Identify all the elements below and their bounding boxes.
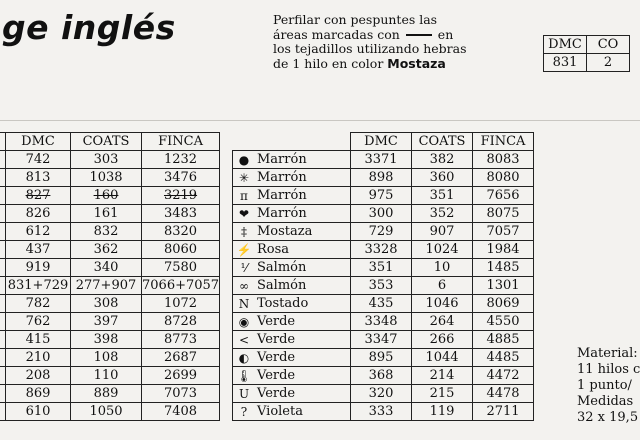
table-row bbox=[0, 385, 220, 403]
table-cell-finca: 7408 bbox=[142, 403, 220, 421]
table-row bbox=[233, 403, 534, 421]
table-row bbox=[233, 385, 534, 403]
instructions-line-1: Perfilar con pespuntes las bbox=[273, 12, 438, 27]
color-symbol-icon: ❤ bbox=[233, 205, 256, 223]
table-cell-coats: 214 bbox=[412, 367, 473, 385]
table-row bbox=[0, 259, 220, 277]
table-header-dmc: DMC bbox=[6, 133, 71, 151]
table-cell-color-name: Violeta bbox=[255, 403, 351, 421]
table-cell-finca: 8069 bbox=[473, 295, 534, 313]
color-symbol-icon: ✳ bbox=[233, 169, 256, 187]
table-row bbox=[0, 223, 220, 241]
table-cell-dmc: 975 bbox=[351, 187, 412, 205]
table-cell-color-name: Marrón bbox=[255, 169, 351, 187]
table-cell-coats: 6 bbox=[412, 277, 473, 295]
table-cell-coats: 351 bbox=[412, 187, 473, 205]
table-cell-dmc: 3328 bbox=[351, 241, 412, 259]
color-symbol-icon: ‡ bbox=[233, 223, 256, 241]
table-cell-finca: 4472 bbox=[473, 367, 534, 385]
table-header-row bbox=[233, 133, 534, 151]
table-cell-coats: 352 bbox=[412, 205, 473, 223]
table-header-dmc: DMC bbox=[544, 36, 587, 54]
color-symbol-icon: ⚡ bbox=[233, 241, 256, 259]
table-row bbox=[544, 54, 630, 72]
table-cell-coats: 907 bbox=[412, 223, 473, 241]
table-cell-dmc: 729 bbox=[351, 223, 412, 241]
table-cell-dmc: 300 bbox=[351, 205, 412, 223]
table-row bbox=[233, 313, 534, 331]
stitching-instructions bbox=[273, 13, 518, 71]
backstitch-line-icon bbox=[406, 34, 432, 36]
table-header-row bbox=[0, 133, 220, 151]
table-row bbox=[233, 349, 534, 367]
table-cell-finca: 4478 bbox=[473, 385, 534, 403]
material-label: Material: bbox=[577, 346, 638, 361]
table-cell-dmc: 831 bbox=[544, 54, 587, 72]
table-cell-dmc: 782 bbox=[6, 295, 71, 313]
thread-table-left bbox=[0, 132, 220, 421]
table-cell-coats: 1024 bbox=[412, 241, 473, 259]
table-cell-dmc: 895 bbox=[351, 349, 412, 367]
table-cell-finca: 8083 bbox=[473, 151, 534, 169]
table-cell-coats: 1038 bbox=[71, 169, 142, 187]
table-cell-finca: 1485 bbox=[473, 259, 534, 277]
color-symbol-icon: ⅟ bbox=[233, 259, 256, 277]
color-symbol-icon: ● bbox=[233, 151, 256, 169]
table-cell-coats: 308 bbox=[71, 295, 142, 313]
paper-fold-line bbox=[0, 120, 640, 121]
table-cell-color-name: Marrón bbox=[255, 205, 351, 223]
backstitch-thread-table bbox=[543, 35, 630, 72]
table-cell-dmc: 610 bbox=[6, 403, 71, 421]
table-cell-finca: 1072 bbox=[142, 295, 220, 313]
table-row bbox=[0, 367, 220, 385]
material-fabric: 11 hilos c bbox=[577, 362, 640, 377]
table-row bbox=[0, 331, 220, 349]
table-row bbox=[0, 187, 220, 205]
table-cell-dmc: 415 bbox=[6, 331, 71, 349]
table-row bbox=[233, 295, 534, 313]
table-header-blank bbox=[233, 133, 256, 151]
table-cell-dmc: 353 bbox=[351, 277, 412, 295]
table-row bbox=[233, 367, 534, 385]
table-cell-dmc: 827 bbox=[6, 187, 71, 205]
color-symbol-icon: 🌡 bbox=[233, 367, 256, 385]
table-cell-dmc: 333 bbox=[351, 403, 412, 421]
instructions-line-3: los tejadillos utilizando hebras bbox=[273, 41, 467, 56]
table-cell-coats: 889 bbox=[71, 385, 142, 403]
table-cell-color-name: Tostado bbox=[255, 295, 351, 313]
table-cell-coats: 382 bbox=[412, 151, 473, 169]
table-cell-coats: 360 bbox=[412, 169, 473, 187]
table-cell-color-name: Verde bbox=[255, 313, 351, 331]
table-row bbox=[233, 277, 534, 295]
table-cell-color-name: Salmón bbox=[255, 277, 351, 295]
table-header-coats: COATS bbox=[412, 133, 473, 151]
table-cell-coats: 161 bbox=[71, 205, 142, 223]
table-row bbox=[0, 205, 220, 223]
table-header-blank bbox=[255, 133, 351, 151]
table-row bbox=[233, 169, 534, 187]
material-info bbox=[577, 346, 640, 426]
table-row bbox=[0, 349, 220, 367]
table-cell-dmc: 3347 bbox=[351, 331, 412, 349]
table-row bbox=[0, 151, 220, 169]
table-cell-dmc: 742 bbox=[6, 151, 71, 169]
table-row bbox=[233, 205, 534, 223]
table-cell-color-name: Verde bbox=[255, 349, 351, 367]
table-cell-coats: 1044 bbox=[412, 349, 473, 367]
table-cell-coats: 108 bbox=[71, 349, 142, 367]
thread-table-right bbox=[232, 132, 534, 421]
table-cell-coats: 1050 bbox=[71, 403, 142, 421]
table-cell-color-name: Rosa bbox=[255, 241, 351, 259]
table-cell-coats: 2 bbox=[587, 54, 630, 72]
table-cell-dmc: 762 bbox=[6, 313, 71, 331]
table-cell-finca: 8080 bbox=[473, 169, 534, 187]
table-cell-finca: 3483 bbox=[142, 205, 220, 223]
table-cell-coats: 362 bbox=[71, 241, 142, 259]
color-symbol-icon: ◉ bbox=[233, 313, 256, 331]
table-cell-color-name: Marrón bbox=[255, 187, 351, 205]
table-header-finca: FINCA bbox=[473, 133, 534, 151]
table-cell-coats: 277+907 bbox=[71, 277, 142, 295]
table-header-finca: FINCA bbox=[142, 133, 220, 151]
color-symbol-icon: ◐ bbox=[233, 349, 256, 367]
table-header-dmc: DMC bbox=[351, 133, 412, 151]
table-cell-dmc: 210 bbox=[6, 349, 71, 367]
table-cell-finca: 1984 bbox=[473, 241, 534, 259]
table-cell-coats: 266 bbox=[412, 331, 473, 349]
table-row bbox=[0, 241, 220, 259]
table-cell-dmc: 612 bbox=[6, 223, 71, 241]
table-row bbox=[233, 331, 534, 349]
table-cell-finca: 3219 bbox=[142, 187, 220, 205]
table-row bbox=[233, 151, 534, 169]
table-cell-coats: 215 bbox=[412, 385, 473, 403]
table-cell-coats: 398 bbox=[71, 331, 142, 349]
instructions-line-2a: áreas marcadas con bbox=[273, 26, 400, 42]
table-cell-dmc: 435 bbox=[351, 295, 412, 313]
table-cell-finca: 8320 bbox=[142, 223, 220, 241]
table-cell-dmc: 831+729 bbox=[6, 277, 71, 295]
table-row bbox=[233, 187, 534, 205]
table-row bbox=[0, 403, 220, 421]
color-symbol-icon: π bbox=[233, 187, 256, 205]
table-cell-finca: 2687 bbox=[142, 349, 220, 367]
table-cell-coats: 160 bbox=[71, 187, 142, 205]
table-cell-finca: 4485 bbox=[473, 349, 534, 367]
table-cell-finca: 4550 bbox=[473, 313, 534, 331]
table-cell-dmc: 813 bbox=[6, 169, 71, 187]
color-symbol-icon: ∞ bbox=[233, 277, 256, 295]
table-cell-finca: 8728 bbox=[142, 313, 220, 331]
table-cell-dmc: 3371 bbox=[351, 151, 412, 169]
table-row bbox=[233, 223, 534, 241]
color-symbol-icon: N bbox=[233, 295, 256, 313]
table-cell-dmc: 208 bbox=[6, 367, 71, 385]
material-stitch: 1 punto/ bbox=[577, 378, 632, 393]
table-row bbox=[0, 313, 220, 331]
table-cell-finca: 7580 bbox=[142, 259, 220, 277]
table-cell-dmc: 320 bbox=[351, 385, 412, 403]
table-cell-color-name: Verde bbox=[255, 385, 351, 403]
table-cell-dmc: 898 bbox=[351, 169, 412, 187]
table-header-coats: CO bbox=[587, 36, 630, 54]
table-cell-finca: 7073 bbox=[142, 385, 220, 403]
table-cell-finca: 1232 bbox=[142, 151, 220, 169]
table-cell-coats: 264 bbox=[412, 313, 473, 331]
instructions-line-2b: en bbox=[437, 26, 454, 42]
table-cell-finca: 7066+7057 bbox=[142, 278, 220, 293]
table-cell-coats: 1046 bbox=[412, 295, 473, 313]
table-row bbox=[233, 259, 534, 277]
table-cell-dmc: 351 bbox=[351, 259, 412, 277]
table-cell-finca: 7656 bbox=[473, 187, 534, 205]
table-header-coats: COATS bbox=[71, 133, 142, 151]
table-cell-finca: 1301 bbox=[473, 277, 534, 295]
table-cell-dmc: 3348 bbox=[351, 313, 412, 331]
table-cell-finca: 8773 bbox=[142, 331, 220, 349]
table-cell-finca: 4885 bbox=[473, 331, 534, 349]
table-row bbox=[0, 295, 220, 313]
table-cell-color-name: Salmón bbox=[255, 259, 351, 277]
table-cell-coats: 340 bbox=[71, 259, 142, 277]
table-cell-color-name: Verde bbox=[255, 331, 351, 349]
table-cell-finca: 8060 bbox=[142, 241, 220, 259]
color-symbol-icon: U bbox=[233, 385, 256, 403]
instructions-color-name: Mostaza bbox=[387, 55, 446, 71]
table-cell-coats: 10 bbox=[412, 259, 473, 277]
table-cell-dmc: 826 bbox=[6, 205, 71, 223]
table-cell-coats: 832 bbox=[71, 223, 142, 241]
table-cell-finca: 8075 bbox=[473, 205, 534, 223]
table-row bbox=[0, 169, 220, 187]
table-cell-finca: 3476 bbox=[142, 169, 220, 187]
table-row bbox=[0, 277, 220, 295]
table-cell-dmc: 368 bbox=[351, 367, 412, 385]
table-cell-coats: 303 bbox=[71, 151, 142, 169]
table-cell-dmc: 869 bbox=[6, 385, 71, 403]
table-cell-color-name: Verde bbox=[255, 367, 351, 385]
table-cell-dmc: 919 bbox=[6, 259, 71, 277]
table-cell-coats: 119 bbox=[412, 403, 473, 421]
table-cell-color-name: Mostaza bbox=[255, 223, 351, 241]
color-symbol-icon: < bbox=[233, 331, 256, 349]
table-cell-finca: 2711 bbox=[473, 403, 534, 421]
table-cell-coats: 110 bbox=[71, 367, 142, 385]
table-row bbox=[233, 241, 534, 259]
table-cell-finca: 2699 bbox=[142, 367, 220, 385]
table-header-row bbox=[544, 36, 630, 54]
table-cell-coats: 397 bbox=[71, 313, 142, 331]
material-size-label: Medidas bbox=[577, 394, 634, 409]
page-title: ge inglés bbox=[2, 8, 176, 47]
table-cell-finca: 7057 bbox=[473, 223, 534, 241]
material-size: 32 x 19,5 bbox=[577, 410, 639, 425]
instructions-line-4a: de 1 hilo en color bbox=[273, 55, 384, 71]
table-cell-color-name: Marrón bbox=[255, 151, 351, 169]
table-cell-dmc: 437 bbox=[6, 241, 71, 259]
color-symbol-icon: ? bbox=[233, 403, 256, 421]
